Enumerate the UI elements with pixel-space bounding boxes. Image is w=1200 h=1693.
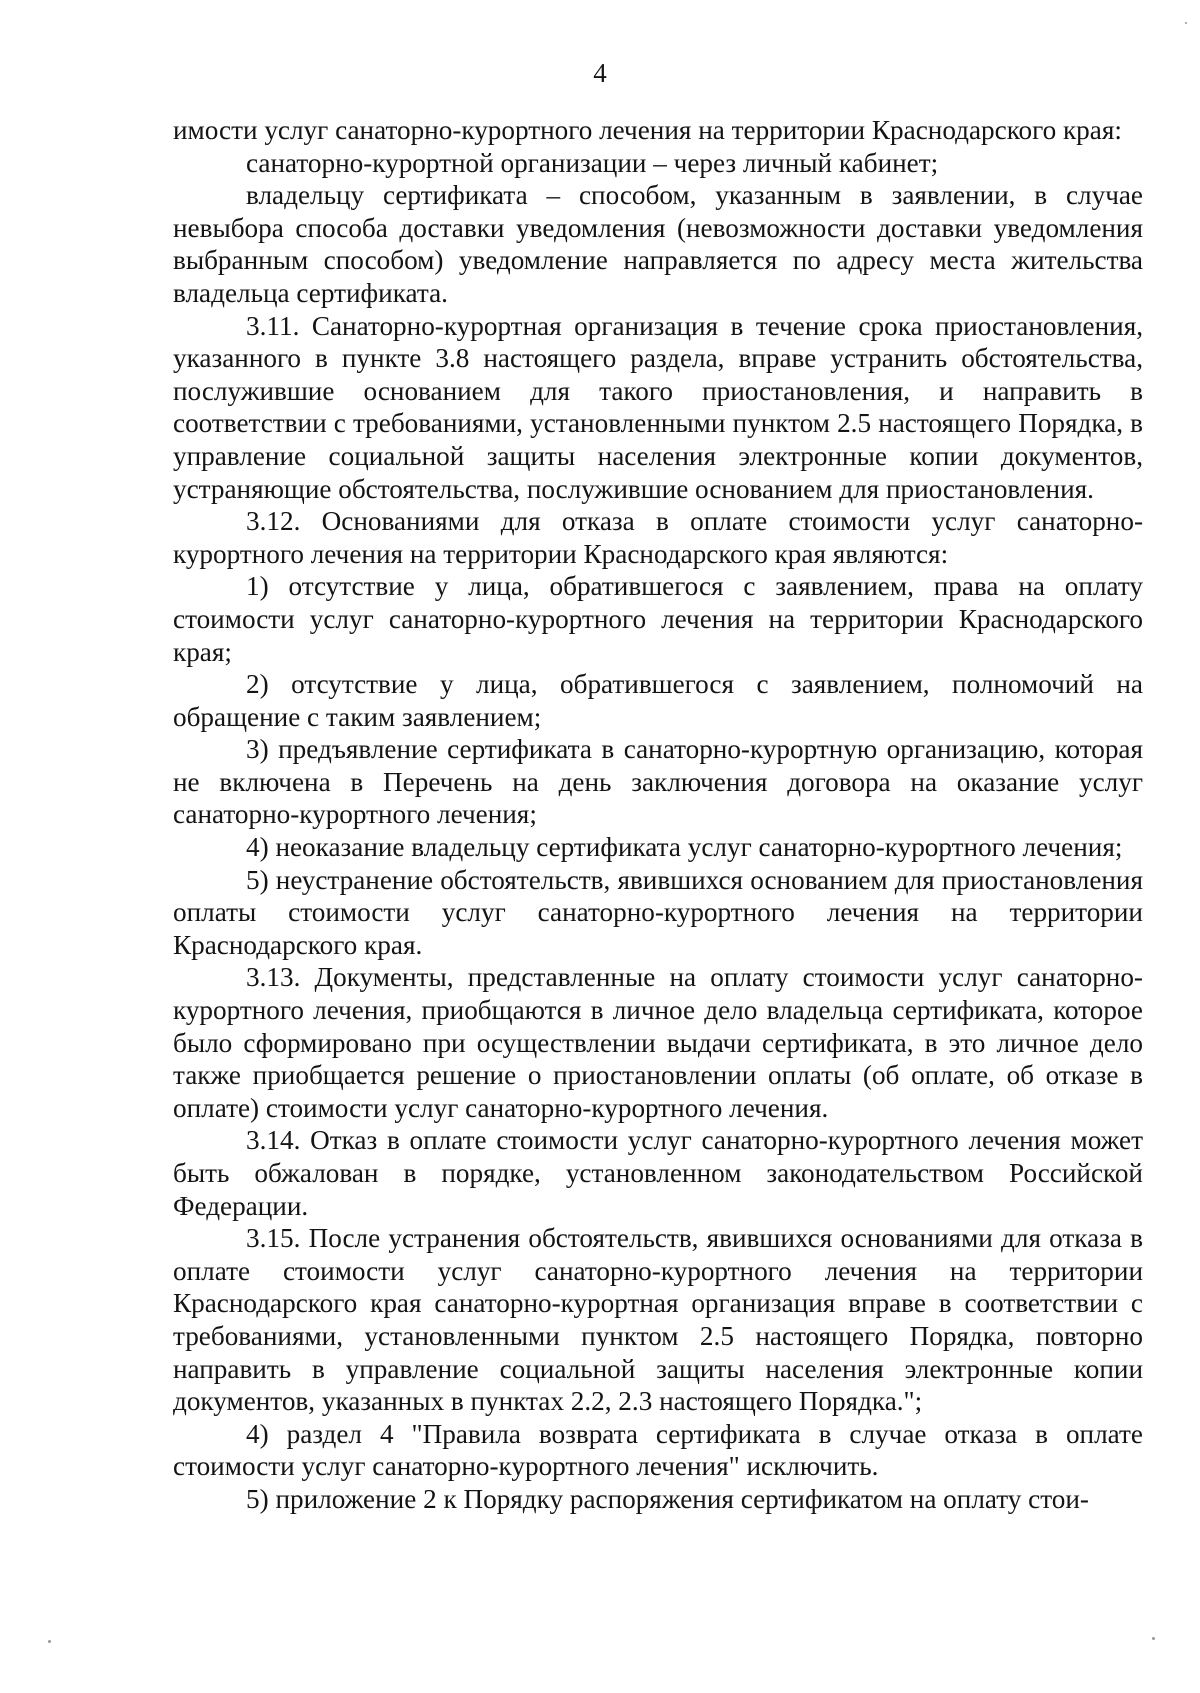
paragraph-3-11: 3.11. Санаторно-курортная организация в течение срока приостановления, указанного в пункте 3.8 настоящего раздела, вправе устранить обстоятельства, послужившие основанием для такого приостановления, и направить в соответствии с требованиями, установленными пунктом 2.5 настоящего Порядка, в управление социальной защиты населения электронные копии документов, устраняющие обстоятельства, послужившие основанием для приостановления. (173, 310, 1143, 504)
list-item-3-12-3: 3) предъявление сертификата в санаторно-курортную организацию, которая не включена в Перечень на день заключения договора на оказание услуг санаторно-курортного лечения; (173, 734, 1143, 830)
paragraph-continuation: имости услуг санаторно-курортного лечения на территории Краснодарского края: (173, 115, 1122, 145)
paragraph-3-12: 3.12. Основаниями для отказа в оплате стоимости услуг санаторно-курортного лечения на территории Краснодарского края являются: (173, 506, 1143, 569)
paragraph-3-14: 3.14. Отказ в оплате стоимости услуг санаторно-курортного лечения может быть обжалован в порядке, установленном законодательством Российской Федерации. (173, 1125, 1143, 1221)
paragraph-notice-owner: владельцу сертификата – способом, указанным в заявлении, в случае невыбора способа доставки уведомления (невозможности доставки уведомления выбранным способом) уведомление направляется по адресу места жительства владельца сертификата. (173, 180, 1143, 308)
scan-speck (1152, 1637, 1155, 1640)
paragraph-3-15: 3.15. После устранения обстоятельств, явившихся основаниями для отказа в оплате стоимости услуг санаторно-курортного лечения на территории Краснодарского края санаторно-курортная организация вправе в соответствии с требованиями, установленными пунктом 2.5 настоящего Порядка, повторно направить в управление социальной защиты населения электронные копии документов, указанных в пунктах 2.2, 2.3 настоящего Порядка."; (173, 1223, 1143, 1417)
list-item-3-12-4: 4) неоказание владельцу сертификата услуг санаторно-курортного лечения; (246, 832, 1123, 863)
list-item-3-12-2: 2) отсутствие у лица, обратившегося с заявлением, полномочий на обращение с таким заявлением; (173, 669, 1143, 732)
paragraph-notice-organization: санаторно-курортной организации – через личный кабинет; (246, 147, 939, 178)
document-body (173, 114, 1143, 1516)
scan-speck (48, 1640, 51, 1643)
amendment-item-4: 4) раздел 4 "Правила возврата сертификата в случае отказа в оплате стоимости услуг санаторно-курортного лечения" исключить. (173, 1418, 1143, 1482)
list-item-3-12-5: 5) неустранение обстоятельств, явившихся основанием для приостановления оплаты стоимости услуг санаторно-курортного лечения на территории Краснодарского края. (173, 864, 1143, 960)
list-item-3-12-1: 1) отсутствие у лица, обратившегося с заявлением, права на оплату стоимости услуг санаторно-курортного лечения на территории Краснодарского края; (173, 571, 1143, 667)
scan-speck (1185, 22, 1187, 24)
paragraph-3-13: 3.13. Документы, представленные на оплату стоимости услуг санаторно-курортного лечения, приобщаются в личное дело владельца сертификата, которое было сформировано при осуществлении выдачи сертификата, в это личное дело также приобщается решение о приостановлении оплаты (об оплате, об отказе в оплате) стоимости услуг санаторно-курортного лечения. (173, 962, 1143, 1123)
amendment-item-5: 5) приложение 2 к Порядку распоряжения сертификатом на оплату стои- (246, 1483, 1089, 1514)
page-number: 4 (593, 58, 607, 88)
